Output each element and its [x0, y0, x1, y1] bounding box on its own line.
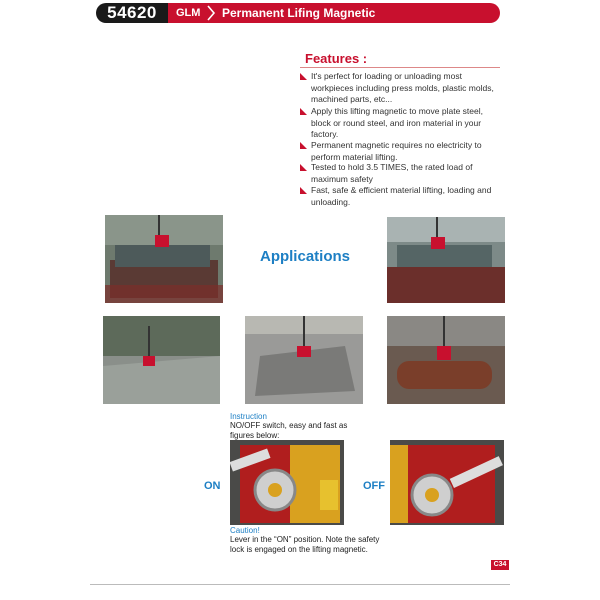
- product-code: 54620: [107, 3, 157, 22]
- triangle-bullet-icon: [300, 73, 307, 80]
- on-position-photo: [230, 440, 344, 525]
- feature-item: [300, 106, 505, 141]
- caution-heading: Caution!: [230, 526, 260, 535]
- feature-item: [300, 162, 505, 185]
- feature-item: [300, 71, 505, 106]
- feature-text: Permanent magnetic requires no electricity to perform material lifting.: [311, 140, 482, 162]
- application-photo-2: [387, 217, 505, 303]
- applications-heading: Applications: [259, 248, 350, 265]
- feature-text: It's perfect for loading or unloading most workpieces including press molds, plastic molds, machined parts, etc...: [311, 71, 494, 105]
- features-divider: [300, 67, 500, 68]
- feature-text: Apply this lifting magnetic to move plate steel, block or round steel, and iron material in your factory.: [311, 106, 483, 140]
- chevron-right-icon: [205, 3, 217, 23]
- on-label: ON: [204, 480, 221, 492]
- instruction-heading: Instruction: [230, 412, 267, 421]
- triangle-bullet-icon: [300, 187, 307, 194]
- features-heading: Features :: [305, 51, 368, 66]
- page-number-tag: C34: [491, 560, 509, 570]
- triangle-bullet-icon: [300, 164, 307, 171]
- off-position-photo: [390, 440, 504, 525]
- caution-text: Lever in the “ON” position. Note the safety lock is engaged on the lifting magnetic.: [230, 535, 380, 554]
- feature-item: [300, 185, 505, 208]
- series-label: GLM: [176, 7, 201, 19]
- triangle-bullet-icon: [300, 142, 307, 149]
- off-label: OFF: [363, 480, 385, 492]
- bottom-divider: [90, 584, 510, 585]
- feature-text: Fast, safe & efficient material lifting, loading and unloading.: [311, 185, 492, 207]
- application-photo-4: [245, 316, 363, 404]
- page-title: Permanent Lifing Magnetic: [222, 6, 376, 20]
- feature-text: Tested to hold 3.5 TIMES, the rated load of maximum safety: [311, 162, 473, 184]
- application-photo-3: [103, 316, 220, 404]
- application-photo-5: [387, 316, 505, 404]
- feature-item: [300, 140, 505, 163]
- application-photo-1: [105, 215, 223, 303]
- instruction-text: NO/OFF switch, easy and fast as figures below:: [230, 421, 348, 440]
- triangle-bullet-icon: [300, 108, 307, 115]
